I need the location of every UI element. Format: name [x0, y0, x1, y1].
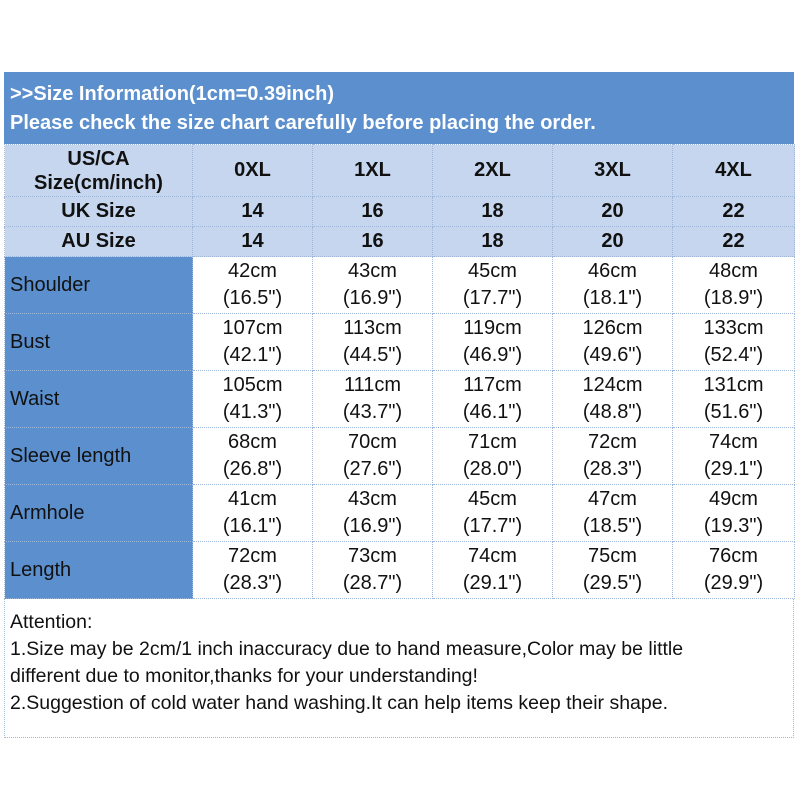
attention-line: 1.Size may be 2cm/1 inch inaccuracy due to hand measure,Color may be little	[10, 638, 684, 660]
measurement-cell	[193, 542, 313, 599]
cm-value: 70cm	[348, 431, 397, 453]
cm-value: 71cm	[468, 431, 517, 453]
attention-title: Attention:	[10, 611, 93, 633]
inch-value: (49.6")	[582, 344, 643, 366]
measurement-cell	[673, 428, 795, 485]
measurement-cell	[313, 314, 433, 371]
measurement-label: Shoulder	[5, 257, 193, 314]
size-table	[4, 144, 795, 599]
measurement-row	[5, 314, 795, 371]
measurement-label: Armhole	[5, 485, 193, 542]
attention-line: 2.Suggestion of cold water hand washing.It can help items keep their shape.	[10, 692, 668, 714]
measurement-cell	[433, 371, 553, 428]
inch-value: (17.7")	[462, 515, 523, 537]
measurement-rows	[5, 257, 795, 599]
inch-value: (28.0")	[462, 458, 523, 480]
measurement-cell	[313, 485, 433, 542]
inch-value: (29.1")	[462, 572, 523, 594]
size-cell: 1XL	[313, 145, 433, 197]
size-cell: 3XL	[553, 145, 673, 197]
cm-value: 119cm	[463, 317, 522, 339]
measurement-cell	[553, 257, 673, 314]
inch-value: (28.3")	[222, 572, 283, 594]
inch-value: (16.1")	[222, 515, 283, 537]
us-size-row	[5, 145, 795, 197]
measurement-cell	[673, 542, 795, 599]
inch-value: (46.1")	[462, 401, 523, 423]
cm-value: 126cm	[582, 317, 643, 339]
inch-value: (52.4")	[703, 344, 764, 366]
cm-value: 124cm	[582, 374, 643, 396]
measurement-cell	[433, 542, 553, 599]
measurement-label: Bust	[5, 314, 193, 371]
size-cell: 20	[553, 197, 673, 227]
size-cell: 14	[193, 227, 313, 257]
measurement-cell	[553, 371, 673, 428]
inch-value: (28.7")	[342, 572, 403, 594]
size-cell: 14	[193, 197, 313, 227]
cm-value: 74cm	[709, 431, 758, 453]
uk-size-row	[5, 197, 795, 227]
measurement-cell	[673, 314, 795, 371]
measurement-cell	[193, 428, 313, 485]
cm-value: 72cm	[588, 431, 637, 453]
inch-value: (51.6")	[703, 401, 764, 423]
cm-value: 76cm	[709, 545, 758, 567]
attention-note	[4, 599, 794, 738]
measurement-cell	[553, 428, 673, 485]
size-cell: 16	[313, 197, 433, 227]
cm-value: 43cm	[348, 260, 397, 282]
cm-value: 105cm	[222, 374, 283, 396]
inch-value: (44.5")	[342, 344, 403, 366]
size-info-title: >>Size Information(1cm=0.39inch)	[10, 83, 334, 105]
measurement-cell	[433, 485, 553, 542]
measurement-cell	[673, 485, 795, 542]
measurement-row	[5, 371, 795, 428]
inch-value: (18.5")	[582, 515, 643, 537]
cm-value: 113cm	[343, 317, 402, 339]
measurement-cell	[193, 371, 313, 428]
measurement-cell	[313, 371, 433, 428]
measurement-cell	[673, 257, 795, 314]
inch-value: (27.6")	[342, 458, 403, 480]
inch-value: (17.7")	[462, 287, 523, 309]
cm-value: 46cm	[588, 260, 637, 282]
measurement-cell	[313, 257, 433, 314]
us-size-label: US/CA Size(cm/inch)	[5, 145, 193, 197]
measurement-row	[5, 257, 795, 314]
cm-value: 111cm	[343, 374, 402, 396]
measurement-cell	[433, 314, 553, 371]
measurement-cell	[313, 542, 433, 599]
cm-value: 45cm	[468, 260, 517, 282]
inch-value: (19.3")	[703, 515, 764, 537]
measurement-row	[5, 428, 795, 485]
size-cell: 20	[553, 227, 673, 257]
inch-value: (16.9")	[342, 287, 403, 309]
inch-value: (42.1")	[222, 344, 283, 366]
size-cell: 22	[673, 197, 795, 227]
measurement-cell	[433, 428, 553, 485]
measurement-cell	[433, 257, 553, 314]
cm-value: 47cm	[588, 488, 637, 510]
cm-value: 42cm	[228, 260, 277, 282]
cm-value: 75cm	[588, 545, 637, 567]
cm-value: 72cm	[228, 545, 277, 567]
inch-value: (18.9")	[703, 287, 764, 309]
size-cell: 0XL	[193, 145, 313, 197]
size-cell: 22	[673, 227, 795, 257]
inch-value: (26.8")	[222, 458, 283, 480]
cm-value: 49cm	[709, 488, 758, 510]
measurement-row	[5, 542, 795, 599]
size-info-subtitle: Please check the size chart carefully before placing the order.	[10, 112, 596, 134]
cm-value: 133cm	[703, 317, 764, 339]
measurement-cell	[193, 485, 313, 542]
inch-value: (29.1")	[703, 458, 764, 480]
measurement-label: Length	[5, 542, 193, 599]
size-cell: 18	[433, 197, 553, 227]
measurement-cell	[553, 314, 673, 371]
cm-value: 48cm	[709, 260, 758, 282]
size-cell: 2XL	[433, 145, 553, 197]
inch-value: (41.3")	[222, 401, 283, 423]
measurement-cell	[193, 314, 313, 371]
inch-value: (16.9")	[342, 515, 403, 537]
measurement-label: Waist	[5, 371, 193, 428]
cm-value: 74cm	[468, 545, 517, 567]
measurement-cell	[673, 371, 795, 428]
cm-value: 107cm	[222, 317, 283, 339]
size-cell: 18	[433, 227, 553, 257]
measurement-cell	[553, 542, 673, 599]
attention-line: different due to monitor,thanks for your understanding!	[10, 665, 478, 687]
inch-value: (43.7")	[342, 401, 403, 423]
size-cell: 16	[313, 227, 433, 257]
inch-value: (29.5")	[582, 572, 643, 594]
au-size-row	[5, 227, 795, 257]
inch-value: (46.9")	[462, 344, 523, 366]
au-size-label: AU Size	[5, 227, 193, 257]
measurement-row	[5, 485, 795, 542]
size-cell: 4XL	[673, 145, 795, 197]
cm-value: 43cm	[348, 488, 397, 510]
size-info-banner	[4, 72, 794, 144]
measurement-cell	[553, 485, 673, 542]
inch-value: (28.3")	[582, 458, 643, 480]
cm-value: 117cm	[463, 374, 522, 396]
cm-value: 73cm	[348, 545, 397, 567]
measurement-cell	[313, 428, 433, 485]
inch-value: (48.8")	[582, 401, 643, 423]
cm-value: 45cm	[468, 488, 517, 510]
inch-value: (29.9")	[703, 572, 764, 594]
uk-size-label: UK Size	[5, 197, 193, 227]
cm-value: 41cm	[228, 488, 277, 510]
inch-value: (18.1")	[582, 287, 643, 309]
measurement-cell	[193, 257, 313, 314]
cm-value: 131cm	[703, 374, 764, 396]
inch-value: (16.5")	[222, 287, 283, 309]
measurement-label: Sleeve length	[5, 428, 193, 485]
size-chart	[4, 72, 794, 738]
cm-value: 68cm	[228, 431, 277, 453]
